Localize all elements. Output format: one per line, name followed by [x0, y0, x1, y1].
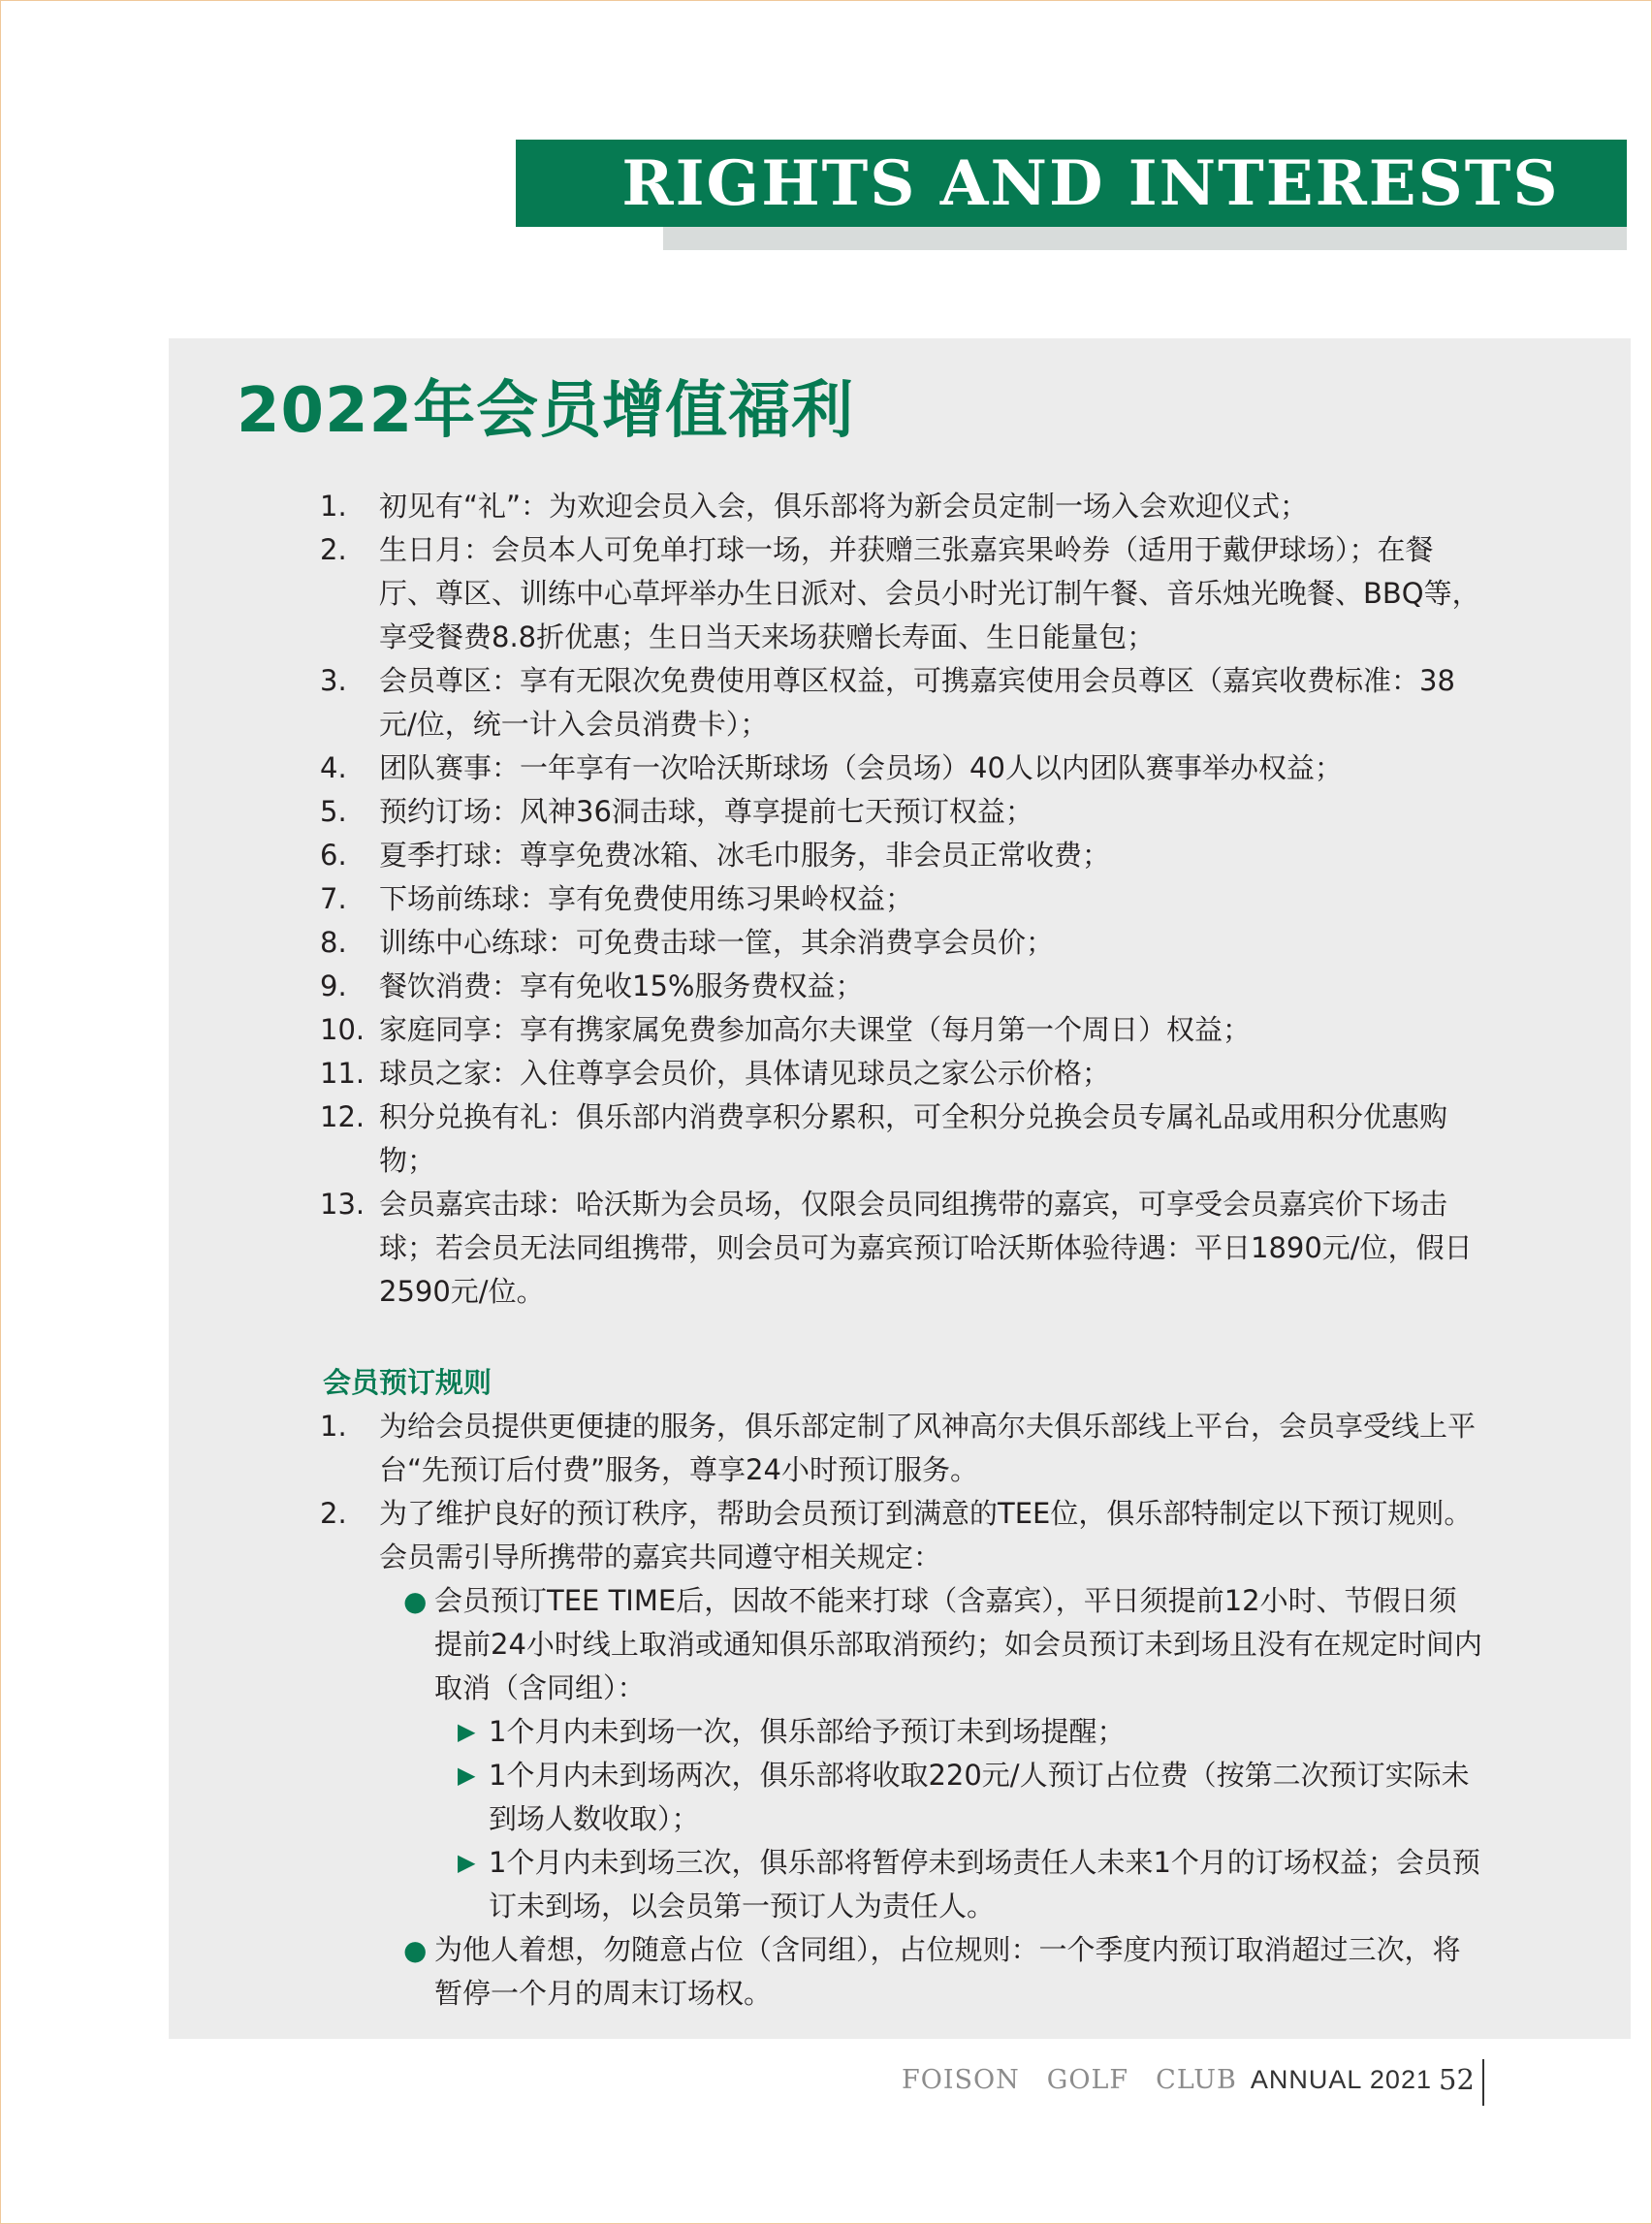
item-text: 为给会员提供更便捷的服务，俱乐部定制了风神高尔夫俱乐部线上平台，会员享受线上平台“先预订后付费”服务，尊享24小时预订服务。	[379, 1410, 1477, 1486]
sub-item	[458, 1754, 1483, 1841]
item-number: 8.	[320, 926, 347, 959]
rules-heading: 会员预订规则	[323, 1366, 492, 1399]
list-item	[320, 921, 1483, 965]
bullet-text: 会员预订TEE TIME后，因故不能来打球（含嘉宾），平日须提前12小时、节假日须提前24小时线上取消或通知俱乐部取消预约；如会员预订未到场且没有在规定时间内取消（含同组）：	[434, 1584, 1482, 1704]
list-item	[320, 659, 1483, 747]
green-triangle-bullet-icon: ▶	[458, 1718, 476, 1745]
item-text: 夏季打球：尊享免费冰箱、冰毛巾服务，非会员正常收费；	[379, 839, 1111, 872]
item-number: 1.	[320, 490, 347, 523]
bullet-text: 为他人着想，勿随意占位（含同组），占位规则：一个季度内预订取消超过三次，将暂停一个月的周末订场权。	[434, 1933, 1461, 2010]
item-number: 2.	[320, 533, 347, 566]
list-item	[320, 1405, 1483, 1492]
bullet-item	[403, 1579, 1483, 1710]
item-text: 下场前练球：享有免费使用练习果岭权益；	[379, 882, 914, 915]
bullet-item	[403, 1928, 1483, 2016]
section-banner	[516, 140, 1627, 227]
banner-title: RIGHTS AND INTERESTS	[621, 146, 1560, 220]
item-number: 7.	[320, 882, 347, 915]
list-item	[320, 834, 1483, 877]
item-number: 10.	[320, 1013, 365, 1046]
item-text: 初见有“礼”：为欢迎会员入会，俱乐部将为新会员定制一场入会欢迎仪式；	[379, 490, 1309, 523]
list-item	[320, 747, 1483, 790]
item-text: 积分兑换有礼：俱乐部内消费享积分累积，可全积分兑换会员专属礼品或用积分优惠购物；	[379, 1100, 1448, 1177]
item-number: 6.	[320, 839, 347, 872]
item-number: 12.	[320, 1100, 365, 1133]
list-item	[320, 1183, 1483, 1314]
item-text: 会员嘉宾击球：哈沃斯为会员场，仅限会员同组携带的嘉宾，可享受会员嘉宾价下场击球；若会员无法同组携带，则会员可为嘉宾预订哈沃斯体验待遇：平日1890元/位，假日2590元/位。	[379, 1188, 1473, 1308]
green-circle-bullet-icon: ●	[403, 1934, 428, 1966]
footer	[902, 2065, 1432, 2095]
item-number: 2.	[320, 1497, 347, 1530]
footer-club-word: GOLF	[1046, 2065, 1129, 2095]
item-text: 家庭同享：享有携家属免费参加高尔夫课堂（每月第一个周日）权益；	[379, 1013, 1252, 1046]
item-number: 1.	[320, 1410, 347, 1443]
list-item	[320, 1096, 1483, 1183]
page-number: 52	[1439, 2063, 1475, 2096]
sub-item-text: 1个月内未到场一次，俱乐部给予预订未到场提醒；	[489, 1715, 1126, 1748]
sub-item	[458, 1841, 1483, 1928]
list-item	[320, 877, 1483, 921]
item-text: 为了维护良好的预订秩序，帮助会员预订到满意的TEE位，俱乐部特制定以下预订规则。会员需引导所携带的嘉宾共同遵守相关规定：	[379, 1497, 1473, 1573]
sub-item-text: 1个月内未到场三次，俱乐部将暂停未到场责任人未来1个月的订场权益；会员预订未到场，以会员第一预订人为责任人。	[489, 1846, 1480, 1922]
item-number: 5.	[320, 795, 347, 828]
item-text: 生日月：会员本人可免单打球一场，并获赠三张嘉宾果岭券（适用于戴伊球场）；在餐厅、尊区、训练中心草坪举办生日派对、会员小时光订制午餐、音乐烛光晚餐、BBQ等，享受餐费8.8折优惠；生日当天来场获赠长寿面、生日能量包；	[379, 533, 1480, 653]
sub-item	[458, 1710, 1483, 1754]
item-text: 球员之家：入住尊享会员价，具体请见球员之家公示价格；	[379, 1057, 1111, 1090]
page-number-divider	[1482, 2059, 1484, 2106]
list-item	[320, 1492, 1483, 1579]
benefits-list	[320, 485, 1483, 1314]
item-number: 3.	[320, 664, 347, 697]
item-number: 13.	[320, 1188, 365, 1221]
green-circle-bullet-icon: ●	[403, 1585, 428, 1617]
list-item	[320, 790, 1483, 834]
item-text: 预约订场：风神36洞击球，尊享提前七天预订权益；	[379, 795, 1033, 828]
item-text: 训练中心练球：可免费击球一筐，其余消费享会员价；	[379, 926, 1055, 959]
item-text: 会员尊区：享有无限次免费使用尊区权益，可携嘉宾使用会员尊区（嘉宾收费标准：38元/位，统一计入会员消费卡）；	[379, 664, 1455, 741]
page-title: 2022年会员增值福利	[237, 375, 855, 447]
footer-annual: ANNUAL 2021	[1250, 2065, 1432, 2094]
item-number: 11.	[320, 1057, 365, 1090]
footer-club-word: CLUB	[1156, 2065, 1237, 2095]
item-number: 9.	[320, 969, 347, 1002]
green-triangle-bullet-icon: ▶	[458, 1849, 476, 1876]
sub-item-text: 1个月内未到场两次，俱乐部将收取220元/人预订占位费（按第二次预订实际未到场人数收取）；	[489, 1759, 1470, 1835]
footer-club-word: FOISON	[902, 2065, 1020, 2095]
item-number: 4.	[320, 751, 347, 784]
item-text: 餐饮消费：享有免收15%服务费权益；	[379, 969, 864, 1002]
item-text: 团队赛事：一年享有一次哈沃斯球场（会员场）40人以内团队赛事举办权益；	[379, 751, 1343, 784]
list-item	[320, 485, 1483, 528]
green-triangle-bullet-icon: ▶	[458, 1762, 476, 1789]
list-item	[320, 1052, 1483, 1096]
list-item	[320, 965, 1483, 1008]
rules-list	[320, 1405, 1483, 2016]
banner-shadow	[663, 223, 1627, 250]
list-item	[320, 1008, 1483, 1052]
list-item	[320, 528, 1483, 659]
